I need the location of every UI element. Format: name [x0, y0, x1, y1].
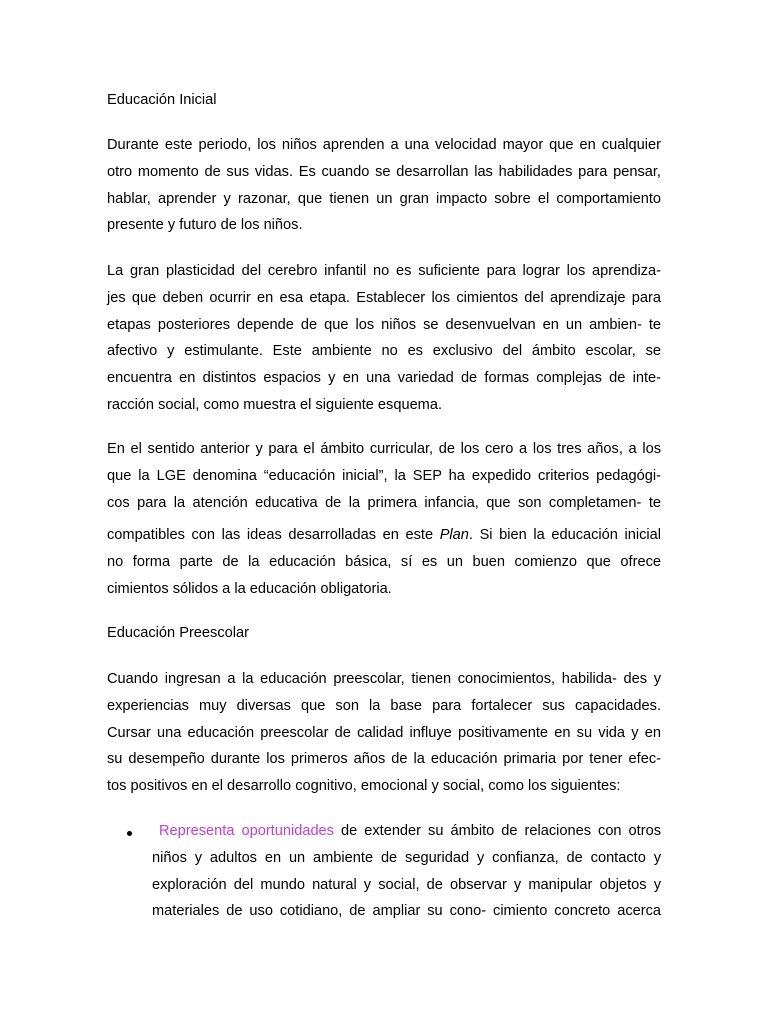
text-run: . Si bien la educación inicial: [468, 527, 661, 543]
paragraph-line: Cuando ingresan a la educación preescolar, tienen conocimientos, habilida- des y: [107, 671, 661, 687]
bullet-icon: [127, 831, 132, 836]
paragraph-line: tos positivos en el desarrollo cognitivo, emocional y social, como los siguientes:: [107, 778, 621, 795]
paragraph-line-with-italic: [107, 522, 661, 549]
paragraph-line: etapas posteriores depende de que los niños se desenvuelvan en un ambien- te: [107, 316, 661, 333]
paragraph-line: que la LGE denomina “educación inicial”, la SEP ha expedido criterios pedagógi-: [107, 467, 661, 484]
paragraph-line: otro momento de sus vidas. Es cuando se desarrollan las habilidades para pensar,: [107, 163, 661, 180]
paragraph-line: hablar, aprender y razonar, que tienen un gran impacto sobre el comportamiento: [107, 190, 661, 207]
paragraph-line: afectivo y estimulante. Este ambiente no es exclusivo del ámbito escolar, se: [107, 343, 661, 360]
paragraph-2: [107, 258, 661, 419]
heading-text: Educación Preescolar: [107, 625, 249, 641]
section-heading-educacion-preescolar: [107, 620, 661, 647]
paragraph-line: La gran plasticidad del cerebro infantil no es suficiente para lograr los aprendiza-: [107, 263, 661, 279]
paragraph-line: encuentra en distintos espacios y en una variedad de formas complejas de inte-: [107, 370, 661, 387]
paragraph-line: no forma parte de la educación básica, sí es un buen comienzo que ofrece: [107, 553, 661, 570]
paragraph-line: Durante este periodo, los niños aprenden a una velocidad mayor que en cualquier: [107, 137, 661, 153]
italic-plan: Plan: [439, 527, 469, 543]
text-run: de extender su ámbito de relaciones con otros: [333, 823, 662, 839]
paragraph-line: jes que deben ocurrir en esa etapa. Establecer los cimientos del aprendizaje para: [107, 289, 661, 306]
paragraph-line: presente y futuro de los niños.: [107, 217, 303, 234]
paragraph-line: Cursar una educación preescolar de calidad influye positivamente en su vida y en: [107, 724, 661, 741]
bullet-line: materiales de uso cotidiano, de ampliar su cono- cimiento concreto acerca: [152, 903, 661, 920]
paragraph-3: [107, 436, 661, 516]
paragraph-4: [107, 666, 661, 800]
paragraph-1: [107, 132, 661, 239]
bullet-line: niños y adultos en un ambiente de seguridad y confianza, de contacto y: [152, 849, 661, 866]
paragraph-3-continued: [107, 522, 661, 602]
bullet-line: exploración del mundo natural y social, de observar y manipular objetos y: [152, 876, 661, 893]
paragraph-line: experiencias muy diversas que son la base para fortalecer sus capacidades.: [107, 697, 661, 714]
heading-text: Educación Inicial: [107, 92, 217, 108]
paragraph-line: su desempeño durante los primeros años de la educación primaria por tener efec-: [107, 751, 661, 768]
paragraph-line: cos para la atención educativa de la primera infancia, que son completamen- te: [107, 494, 661, 511]
bullet-line-with-highlight: [152, 818, 661, 845]
paragraph-line: cimientos sólidos a la educación obligatoria.: [107, 580, 392, 597]
bullet-item-1: [152, 818, 661, 925]
paragraph-line: En el sentido anterior y para el ámbito curricular, de los cero a los tres años, a los: [107, 441, 661, 457]
highlighted-phrase: Representa oportunidades: [159, 823, 334, 839]
text-run: compatibles con las ideas desarrolladas en este: [107, 527, 440, 543]
section-heading-educacion-inicial: [107, 87, 661, 114]
paragraph-line: racción social, como muestra el siguiente esquema.: [107, 396, 443, 413]
